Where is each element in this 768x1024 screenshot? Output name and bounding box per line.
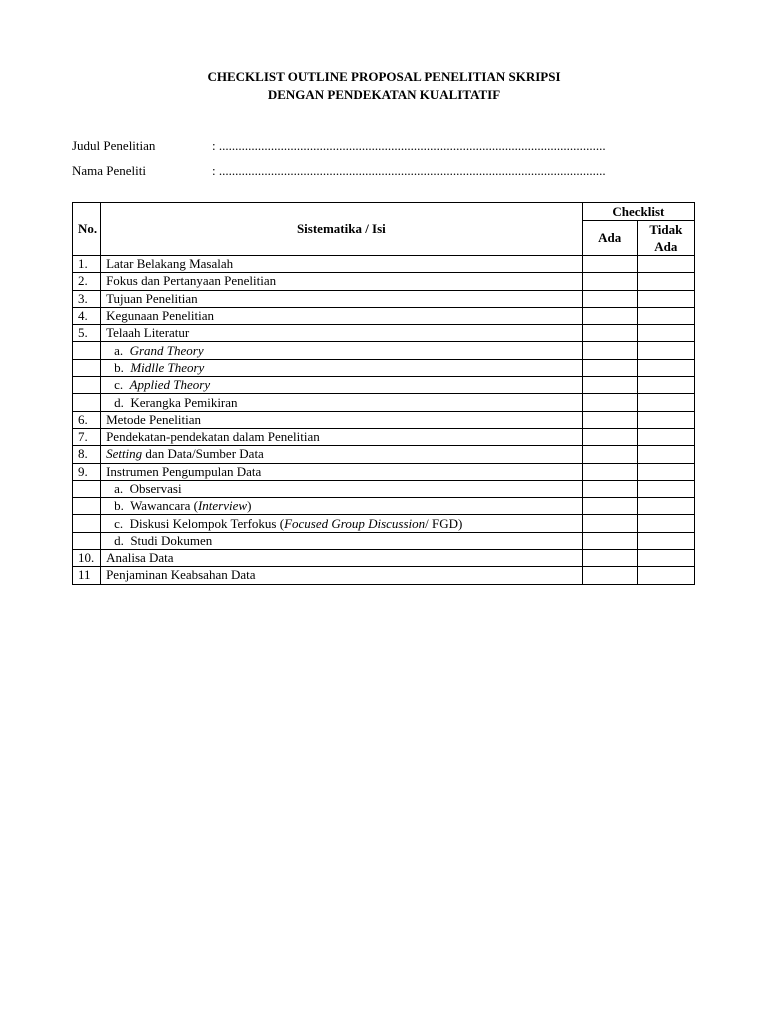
row-number: 8.	[73, 446, 101, 463]
table-row	[73, 463, 695, 480]
sub-item-italic-text: Applied Theory	[129, 377, 211, 393]
table-row	[73, 342, 695, 359]
checkbox-tidak-ada-cell[interactable]	[637, 290, 694, 307]
item-italic-lead: Setting	[106, 446, 143, 462]
field-value: : .......................................................................................................................	[212, 138, 606, 153]
sub-item	[106, 377, 210, 393]
row-number: 9.	[73, 463, 101, 480]
header-checklist: Checklist	[582, 203, 694, 221]
checkbox-tidak-ada-cell[interactable]	[637, 446, 694, 463]
row-item	[101, 498, 583, 515]
checkbox-ada-cell[interactable]	[582, 515, 637, 532]
row-number: 7.	[73, 428, 101, 445]
item-text: Fokus dan Pertanyaan Penelitian	[106, 273, 277, 289]
checkbox-ada-cell[interactable]	[582, 567, 637, 584]
table-row	[73, 325, 695, 342]
item-text: Instrumen Pengumpulan Data	[106, 463, 262, 479]
row-number	[73, 342, 101, 359]
checkbox-tidak-ada-cell[interactable]	[637, 325, 694, 342]
table-row	[73, 411, 695, 428]
header-no: No.	[73, 203, 101, 256]
checkbox-ada-cell[interactable]	[582, 446, 637, 463]
checkbox-ada-cell[interactable]	[582, 532, 637, 549]
row-item	[101, 446, 583, 463]
field-label: Judul Penelitian	[72, 138, 156, 153]
row-item	[101, 480, 583, 497]
checkbox-tidak-ada-cell[interactable]	[637, 411, 694, 428]
sub-item-italic-text: Focused Group Discussion	[284, 515, 426, 531]
item-text: Penjaminan Keabsahan Data	[106, 567, 256, 583]
sub-item	[106, 360, 204, 376]
checkbox-ada-cell[interactable]	[582, 411, 637, 428]
table-row	[73, 377, 695, 394]
table-row	[73, 550, 695, 567]
checkbox-tidak-ada-cell[interactable]	[637, 359, 694, 376]
row-item	[101, 325, 583, 342]
sub-item-text: Studi Dokumen	[130, 532, 213, 548]
document-title	[0, 68, 768, 104]
checkbox-tidak-ada-cell[interactable]	[637, 273, 694, 290]
checkbox-ada-cell[interactable]	[582, 307, 637, 324]
checkbox-tidak-ada-cell[interactable]	[637, 567, 694, 584]
table-row	[73, 256, 695, 273]
checkbox-ada-cell[interactable]	[582, 498, 637, 515]
checkbox-tidak-ada-cell[interactable]	[637, 498, 694, 515]
checkbox-tidak-ada-cell[interactable]	[637, 463, 694, 480]
sub-item-text: Observasi	[129, 481, 182, 496]
row-item	[101, 377, 583, 394]
sub-item	[106, 498, 251, 514]
checkbox-ada-cell[interactable]	[582, 428, 637, 445]
row-number: 4.	[73, 307, 101, 324]
sub-item-marker: a.	[114, 342, 124, 358]
item-text: Analisa Data	[106, 550, 174, 566]
field-judul-penelitian	[72, 138, 606, 154]
row-number: 3.	[73, 290, 101, 307]
checkbox-ada-cell[interactable]	[582, 290, 637, 307]
row-item	[101, 359, 583, 376]
row-item	[101, 463, 583, 480]
header-ada: Ada	[582, 221, 637, 256]
sub-item	[106, 516, 462, 532]
item-text: dan Data/Sumber Data	[142, 446, 264, 462]
checkbox-tidak-ada-cell[interactable]	[637, 256, 694, 273]
row-item	[101, 428, 583, 445]
row-item	[101, 273, 583, 290]
row-number	[73, 359, 101, 376]
table-row	[73, 446, 695, 463]
table-row	[73, 498, 695, 515]
row-number	[73, 515, 101, 532]
checkbox-ada-cell[interactable]	[582, 325, 637, 342]
row-item	[101, 256, 583, 273]
sub-item-marker: a.	[114, 481, 124, 496]
row-number: 1.	[73, 256, 101, 273]
sub-item-marker: c.	[114, 377, 124, 393]
sub-item-italic-text: Midlle Theory	[130, 359, 205, 375]
item-text: Metode Penelitian	[106, 411, 202, 427]
row-number	[73, 394, 101, 411]
sub-item	[106, 343, 204, 359]
checkbox-tidak-ada-cell[interactable]	[637, 377, 694, 394]
checkbox-ada-cell[interactable]	[582, 463, 637, 480]
sub-item-marker: b.	[114, 359, 124, 375]
sub-item-suffix: / FGD)	[425, 515, 463, 531]
sub-item-marker: d.	[114, 532, 124, 548]
row-item	[101, 515, 583, 532]
checkbox-tidak-ada-cell[interactable]	[637, 550, 694, 567]
field-value: : .......................................................................................................................	[212, 163, 606, 178]
title-line-2: DENGAN PENDEKATAN KUALITATIF	[267, 87, 501, 102]
checkbox-ada-cell[interactable]	[582, 377, 637, 394]
row-item	[101, 532, 583, 549]
checkbox-ada-cell[interactable]	[582, 394, 637, 411]
row-number: 10.	[73, 550, 101, 567]
sub-item-marker: c.	[114, 515, 124, 531]
checkbox-tidak-ada-cell[interactable]	[637, 342, 694, 359]
table-row	[73, 428, 695, 445]
checkbox-ada-cell[interactable]	[582, 342, 637, 359]
row-item	[101, 550, 583, 567]
sub-item-text: Kerangka Pemikiran	[130, 394, 238, 410]
row-number	[73, 480, 101, 497]
table-header-row	[73, 203, 695, 221]
checkbox-tidak-ada-cell[interactable]	[637, 394, 694, 411]
item-text: Kegunaan Penelitian	[106, 308, 214, 324]
row-number	[73, 532, 101, 549]
row-number: 6.	[73, 411, 101, 428]
field-label: Nama Peneliti	[72, 163, 147, 178]
checkbox-ada-cell[interactable]	[582, 480, 637, 497]
sub-item-text: Wawancara (	[130, 498, 198, 514]
title-line-1: CHECKLIST OUTLINE PROPOSAL PENELITIAN SKRIPSI	[207, 69, 561, 84]
checkbox-ada-cell[interactable]	[582, 359, 637, 376]
row-number	[73, 498, 101, 515]
row-item	[101, 411, 583, 428]
checkbox-tidak-ada-cell[interactable]	[637, 428, 694, 445]
row-item	[101, 342, 583, 359]
sub-item-suffix: )	[247, 498, 252, 514]
field-nama-peneliti	[72, 163, 606, 179]
table-body	[73, 256, 695, 585]
table-row	[73, 567, 695, 584]
item-text: Tujuan Penelitian	[106, 290, 198, 306]
row-item	[101, 567, 583, 584]
sub-item-marker: b.	[114, 498, 124, 514]
checkbox-ada-cell[interactable]	[582, 273, 637, 290]
sub-item-text: Diskusi Kelompok Terfokus (	[129, 515, 285, 531]
row-number: 11	[73, 567, 101, 584]
checkbox-tidak-ada-cell[interactable]	[637, 532, 694, 549]
checkbox-tidak-ada-cell[interactable]	[637, 480, 694, 497]
sub-item-italic-text: Interview	[197, 498, 248, 514]
header-tidak-ada: Tidak Ada	[637, 221, 694, 256]
sub-item	[106, 533, 212, 549]
row-item	[101, 290, 583, 307]
table-row	[73, 359, 695, 376]
checkbox-ada-cell[interactable]	[582, 550, 637, 567]
row-number: 5.	[73, 325, 101, 342]
row-item	[101, 307, 583, 324]
sub-item-italic-text: Grand Theory	[129, 342, 204, 358]
sub-item-marker: d.	[114, 394, 124, 410]
row-number	[73, 377, 101, 394]
row-number: 2.	[73, 273, 101, 290]
sub-item	[106, 481, 182, 497]
item-text: Pendekatan-pendekatan dalam Penelitian	[106, 429, 320, 445]
checkbox-ada-cell[interactable]	[582, 256, 637, 273]
table-row	[73, 480, 695, 497]
item-text: Telaah Literatur	[106, 325, 190, 341]
item-text: Latar Belakang Masalah	[106, 256, 234, 272]
checkbox-tidak-ada-cell[interactable]	[637, 307, 694, 324]
checklist-table	[72, 202, 695, 585]
table-row	[73, 532, 695, 549]
table-row	[73, 307, 695, 324]
row-item	[101, 394, 583, 411]
header-sistematika: Sistematika / Isi	[101, 203, 583, 256]
table-row	[73, 515, 695, 532]
table-row	[73, 394, 695, 411]
table-row	[73, 290, 695, 307]
table-row	[73, 273, 695, 290]
sub-item	[106, 395, 237, 411]
checkbox-tidak-ada-cell[interactable]	[637, 515, 694, 532]
